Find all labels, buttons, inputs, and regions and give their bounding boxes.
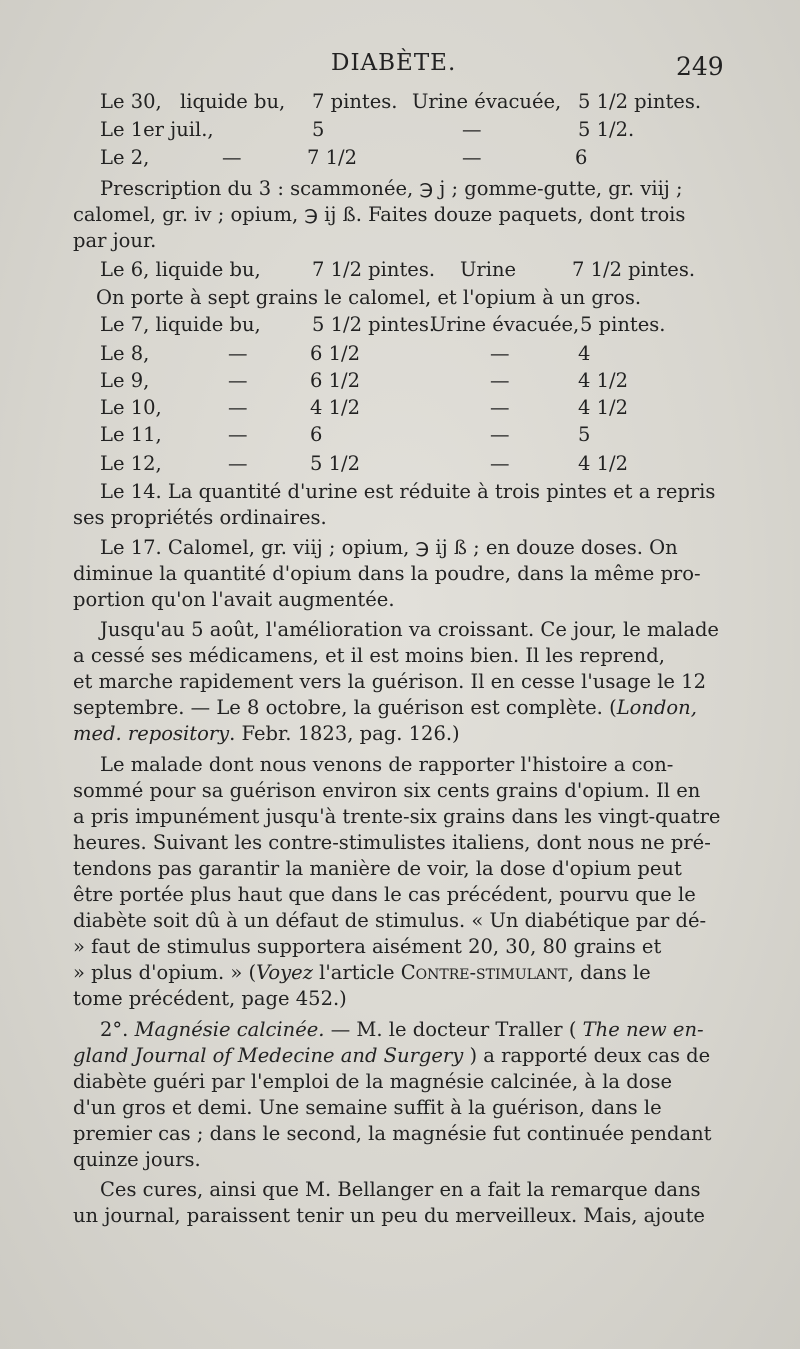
text-line: Jusqu'au 5 août, l'amélioration va croissant. Ce jour, le malade: [100, 618, 719, 641]
liquid-label: —: [228, 396, 248, 419]
text-line: par jour.: [73, 229, 157, 252]
day-cell: Le 12,: [100, 452, 162, 475]
text-line: et marche rapidement vers la guérison. Il en cesse l'usage le 12: [73, 670, 706, 693]
liquid-label: —: [222, 146, 242, 169]
liquid-label: —: [228, 452, 248, 475]
urine-qty: 7 1/2 pintes.: [572, 258, 696, 281]
urine-qty: 5 1/2.: [578, 118, 635, 141]
urine-label: —: [490, 423, 510, 446]
journal-title: gland Journal of Medecine and Surgery: [73, 1044, 464, 1067]
page-header: [0, 46, 800, 86]
liquid-qty: 7 pintes.: [312, 90, 398, 113]
page-number: 249: [676, 52, 724, 81]
day-cell: Le 7, liquide bu,: [100, 313, 261, 336]
day-cell: Le 11,: [100, 423, 162, 446]
text-line: ses propriétés ordinaires.: [73, 506, 327, 529]
urine-label: —: [490, 342, 510, 365]
urine-qty: 5 pintes.: [580, 313, 666, 336]
liquid-qty: 5 1/2: [310, 452, 360, 475]
journal-title: The new en-: [582, 1018, 704, 1041]
running-title: DIABÈTE.: [331, 50, 457, 76]
text-line: [100, 1018, 704, 1042]
article-title: Contre-stimulant: [400, 961, 568, 984]
dose-note: On porte à sept grains le calomel, et l'opium à un gros.: [96, 286, 642, 309]
urine-label: —: [490, 452, 510, 475]
urine-qty: 5 1/2 pintes.: [578, 90, 702, 113]
text-line: sommé pour sa guérison environ six cents grains d'opium. Il en: [73, 779, 701, 802]
urine-qty: 4 1/2: [578, 369, 628, 392]
day-cell: Le 8,: [100, 342, 150, 365]
text-line: tome précédent, page 452.): [73, 987, 347, 1010]
text-line: calomel, gr. iv ; opium, ℈ ij ß. Faites douze paquets, dont trois: [73, 203, 686, 226]
text-line: d'un gros et demi. Une semaine suffit à la guérison, dans le: [73, 1096, 662, 1119]
text-span: » plus d'opium. » (: [73, 961, 257, 984]
text-line: Le 14. La quantité d'urine est réduite à trois pintes et a repris: [100, 480, 716, 503]
text-line: tendons pas garantir la manière de voir, la dose d'opium peut: [73, 857, 682, 880]
text-line: diabète soit dû à un défaut de stimulus. « Un diabétique par dé-: [73, 909, 707, 932]
text-line: [73, 722, 460, 746]
urine-qty: 4: [578, 342, 591, 365]
day-cell: Le 1er juil.,: [100, 118, 214, 141]
day-cell: Le 30,: [100, 90, 162, 113]
urine-qty: 5: [578, 423, 591, 446]
text-line: Le malade dont nous venons de rapporter l'histoire a con-: [100, 753, 674, 776]
liquid-label: liquide bu,: [180, 90, 286, 113]
urine-label: Urine évacuée,: [412, 90, 562, 113]
citation-source: med. repository: [73, 722, 230, 745]
liquid-label: —: [228, 369, 248, 392]
text-line: premier cas ; dans le second, la magnésie fut continuée pendant: [73, 1122, 712, 1145]
liquid-qty: 5: [312, 118, 325, 141]
urine-qty: 4 1/2: [578, 452, 628, 475]
text-line: heures. Suivant les contre-stimulistes italiens, dont nous ne pré-: [73, 831, 711, 854]
liquid-label: —: [228, 342, 248, 365]
day-cell: Le 10,: [100, 396, 162, 419]
urine-label: —: [490, 369, 510, 392]
day-cell: Le 6, liquide bu,: [100, 258, 261, 281]
text-line: Prescription du 3 : scammonée, ℈ j ; gomme-gutte, gr. viij ;: [100, 177, 683, 200]
liquid-qty: 7 1/2: [307, 146, 357, 169]
text-line: [73, 1044, 710, 1068]
text-line: a cessé ses médicamens, et il est moins bien. Il les reprend,: [73, 644, 665, 667]
liquid-qty: 6 1/2: [310, 342, 360, 365]
urine-label: Urine: [460, 258, 517, 281]
citation-source: London,: [616, 696, 697, 719]
day-cell: Le 2,: [100, 146, 150, 169]
citation-details: . Febr. 1823, pag. 126.): [229, 722, 460, 745]
text-line: Ces cures, ainsi que M. Bellanger en a fait la remarque dans: [100, 1178, 701, 1201]
text-line: a pris impunément jusqu'à trente-six grains dans les vingt-quatre: [73, 805, 721, 828]
urine-label: —: [490, 396, 510, 419]
liquid-label: —: [228, 423, 248, 446]
text-line: Le 17. Calomel, gr. viij ; opium, ℈ ij ß ; en douze doses. On: [100, 536, 678, 559]
liquid-qty: 4 1/2: [310, 396, 360, 419]
text-line: être portée plus haut que dans le cas précédent, pourvu que le: [73, 883, 696, 906]
text-span: l'article: [312, 961, 401, 984]
text-line: un journal, paraissent tenir un peu du merveilleux. Mais, ajoute: [73, 1204, 705, 1227]
text-span: ) a rapporté deux cas de: [463, 1044, 711, 1067]
voyez-text: Voyez: [256, 961, 313, 984]
liquid-qty: 6: [310, 423, 323, 446]
text-line: [73, 696, 697, 720]
urine-qty: 6: [575, 146, 588, 169]
section-number: 2°.: [100, 1018, 135, 1041]
section-title: Magnésie calcinée.: [134, 1018, 325, 1041]
text-line: portion qu'on l'avait augmentée.: [73, 588, 395, 611]
urine-qty: 4 1/2: [578, 396, 628, 419]
text-line: quinze jours.: [73, 1148, 201, 1171]
text-line: diabète guéri par l'emploi de la magnésie calcinée, à la dose: [73, 1070, 673, 1093]
text-line: » faut de stimulus supportera aisément 20, 30, 80 grains et: [73, 935, 662, 958]
text-span: septembre. — Le 8 octobre, la guérison est complète. (: [73, 696, 617, 719]
liquid-qty: 5 1/2 pintes.: [312, 313, 436, 336]
text-span: — M. le docteur Traller (: [324, 1018, 583, 1041]
liquid-qty: 7 1/2 pintes.: [312, 258, 436, 281]
day-cell: Le 9,: [100, 369, 150, 392]
text-span: , dans le: [567, 961, 651, 984]
urine-label: —: [462, 118, 482, 141]
text-line: [73, 961, 651, 985]
urine-label: —: [462, 146, 482, 169]
urine-label: Urine évacuée,: [430, 313, 580, 336]
text-line: diminue la quantité d'opium dans la poudre, dans la même pro-: [73, 562, 701, 585]
liquid-qty: 6 1/2: [310, 369, 360, 392]
